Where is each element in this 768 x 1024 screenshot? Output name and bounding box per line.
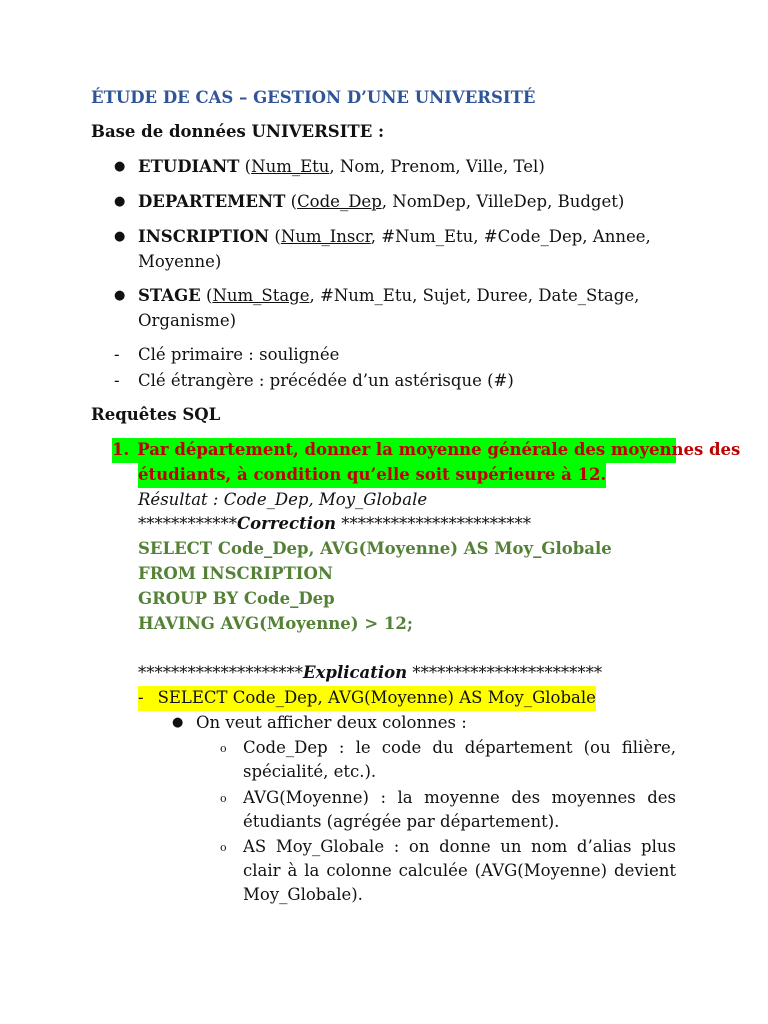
dash-marker: - bbox=[114, 371, 120, 390]
explication-separator: ********************Explication *********************** bbox=[138, 663, 603, 682]
sql-line-groupby: GROUP BY Code_Dep bbox=[138, 589, 335, 608]
explication-bullet: On veut afficher deux colonnes : bbox=[196, 713, 467, 732]
circle-bullet-icon: o bbox=[220, 792, 227, 805]
table-inscription: INSCRIPTION (Num_Inscr, #Num_Etu, #Code_Dep, Annee, bbox=[138, 227, 651, 246]
circle-bullet-icon: o bbox=[220, 841, 227, 854]
sql-line-select: SELECT Code_Dep, AVG(Moyenne) AS Moy_Globale bbox=[138, 539, 612, 558]
sub-item-avg: AVG(Moyenne) : la moyenne des moyennes des étudiants (agrégée par département). bbox=[243, 788, 676, 831]
correction-separator: ************Correction *********************** bbox=[138, 514, 531, 533]
table-etudiant: ETUDIANT (Num_Etu, Nom, Prenom, Ville, Tel) bbox=[138, 157, 545, 176]
requetes-heading: Requêtes SQL bbox=[91, 405, 221, 424]
document-title: ÉTUDE DE CAS – GESTION D’UNE UNIVERSITÉ bbox=[91, 88, 536, 107]
question-1-line1: 1. Par département, donner la moyenne générale des moyennes des bbox=[112, 438, 676, 463]
sql-line-having: HAVING AVG(Moyenne) > 12; bbox=[138, 614, 413, 633]
question-1-result: Résultat : Code_Dep, Moy_Globale bbox=[138, 490, 428, 509]
note-primary-key: Clé primaire : soulignée bbox=[138, 345, 340, 364]
bullet-icon: ● bbox=[114, 288, 126, 303]
dash-marker: - bbox=[114, 345, 120, 364]
table-departement: DEPARTEMENT (Code_Dep, NomDep, VilleDep, Budget) bbox=[138, 192, 625, 211]
sql-line-from: FROM INSCRIPTION bbox=[138, 564, 333, 583]
note-foreign-key: Clé étrangère : précédée d’un astérisque (#) bbox=[138, 371, 514, 390]
bullet-icon: ● bbox=[114, 194, 126, 209]
question-1-line2: étudiants, à condition qu’elle soit supérieure à 12. bbox=[138, 463, 606, 488]
sub-item-alias: AS Moy_Globale : on donne un nom d’alias plus clair à la colonne calculée (AVG(Moyenne) devient Moy_Globale). bbox=[243, 837, 676, 904]
table-stage: STAGE (Num_Stage, #Num_Etu, Sujet, Duree, Date_Stage, bbox=[138, 286, 640, 305]
explication-select-line: - SELECT Code_Dep, AVG(Moyenne) AS Moy_Globale bbox=[138, 686, 596, 711]
db-heading: Base de données UNIVERSITE : bbox=[91, 122, 385, 141]
circle-bullet-icon: o bbox=[220, 742, 227, 755]
table-stage-line2: Organisme) bbox=[138, 311, 237, 330]
bullet-icon: ● bbox=[114, 229, 126, 244]
bullet-icon: ● bbox=[114, 159, 126, 174]
sub-item-code-dep: Code_Dep : le code du département (ou filière, spécialité, etc.). bbox=[243, 738, 676, 781]
bullet-icon: ● bbox=[172, 715, 184, 730]
table-inscription-line2: Moyenne) bbox=[138, 252, 222, 271]
